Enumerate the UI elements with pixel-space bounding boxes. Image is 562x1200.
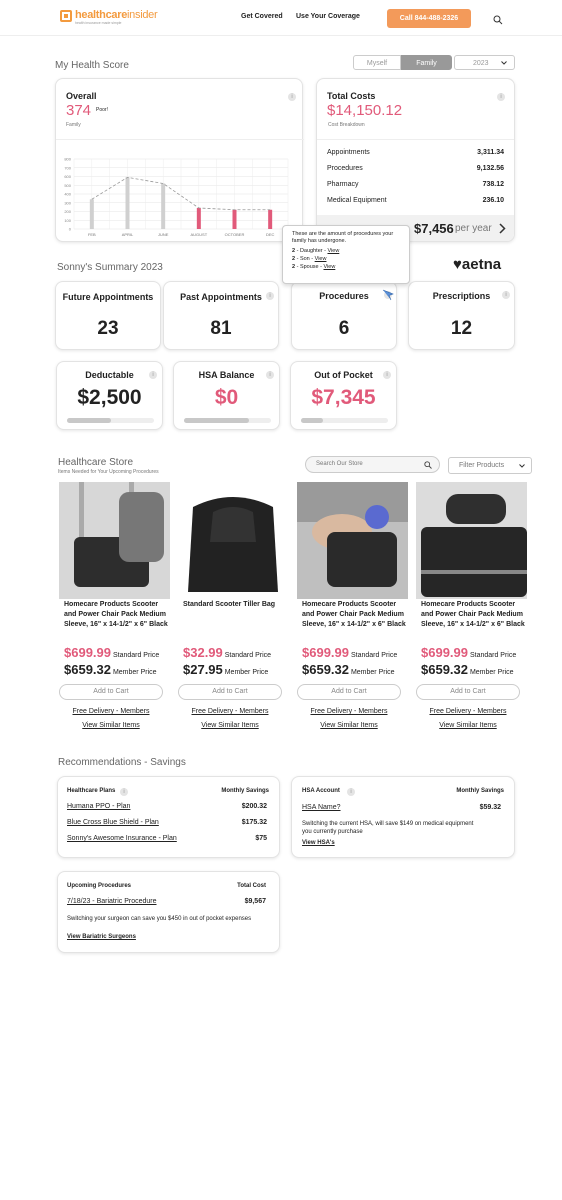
card-title: Procedures <box>319 291 369 301</box>
view-similar-link[interactable]: View Similar Items <box>439 722 497 729</box>
logo[interactable] <box>75 9 157 21</box>
card-value: 12 <box>450 318 473 339</box>
plan-link[interactable]: Blue Cross Blue Shield - Plan <box>67 819 159 826</box>
logo-icon[interactable] <box>60 10 72 22</box>
cost-value-pharmacy: 738.12 <box>482 181 504 188</box>
scooter-pack-image <box>59 482 170 599</box>
hsa-account-card <box>291 776 515 858</box>
product-name[interactable]: Homecare Products Scooter and Power Chair Pack Medium Sleeve, 16" x 14-1/2" x 6" Black <box>421 601 525 628</box>
view-hsas-link[interactable]: View HSA's <box>302 840 335 846</box>
deductable-card[interactable] <box>56 361 163 430</box>
plan-link[interactable]: Humana PPO - Plan <box>67 803 131 810</box>
product-name[interactable]: Homecare Products Scooter and Power Chair Pack Medium Sleeve, 16" x 14-1/2" x 6" Black <box>64 601 168 628</box>
health-score-chart <box>56 149 304 239</box>
member-price-label: Member Price <box>224 669 269 676</box>
card-title: Out of Pocket <box>314 370 373 380</box>
product-image[interactable] <box>59 482 170 599</box>
add-to-cart-button[interactable]: Add to Cart <box>297 684 401 700</box>
x-tick-label: OCTOBER <box>224 232 245 237</box>
plans-title: Healthcare Plans <box>67 788 116 794</box>
chart-bar <box>126 177 130 229</box>
standard-price: $699.99 <box>421 645 468 660</box>
progress-bar <box>301 418 388 423</box>
chevron-down-icon <box>519 464 525 468</box>
logo-text-accent: insider <box>127 9 158 21</box>
card-title: Past Appointments <box>180 292 262 302</box>
hsa-savings: $59.32 <box>479 804 501 811</box>
aetna-logo <box>453 256 501 273</box>
recommendations-title: Recommendations - Savings <box>58 757 186 768</box>
out-of-pocket-card[interactable] <box>290 361 397 430</box>
procedures-col-header: Total Cost <box>237 883 266 889</box>
add-to-cart-button[interactable]: Add to Cart <box>416 684 520 700</box>
procedures-card[interactable] <box>291 281 397 350</box>
card-value: $7,345 <box>311 386 376 409</box>
tooltip-view-link[interactable]: View <box>314 256 327 262</box>
chevron-right-icon <box>499 223 506 234</box>
search-placeholder: Search Our Store <box>316 461 363 467</box>
member-price-label: Member Price <box>469 669 514 676</box>
progress-fill <box>67 418 111 423</box>
yearly-cost: $7,456 <box>414 221 454 236</box>
standard-price: $699.99 <box>302 645 349 660</box>
product-image[interactable] <box>297 482 408 599</box>
search-icon[interactable] <box>493 15 503 25</box>
free-delivery-link[interactable]: Free Delivery - Members <box>72 708 150 715</box>
member-price: $27.95 <box>183 662 223 677</box>
cost-label-procedures: Procedures <box>327 165 363 172</box>
member-price-row <box>421 662 514 677</box>
filter-products-select[interactable] <box>448 457 532 474</box>
standard-price-row <box>302 645 397 660</box>
card-value: 6 <box>338 318 350 339</box>
y-tick-label: 400 <box>64 191 71 197</box>
standard-price-row <box>64 645 159 660</box>
overall-subtitle: Family <box>66 122 81 128</box>
heart-icon: ♥ <box>453 256 462 273</box>
card-value: $0 <box>214 386 239 409</box>
card-title: HSA Balance <box>198 370 255 380</box>
nav-use-coverage[interactable]: Use Your Coverage <box>296 13 360 20</box>
tooltip-label: - Spouse - <box>296 264 322 270</box>
product-name[interactable]: Standard Scooter Tiller Bag <box>183 601 276 608</box>
tooltip-view-link[interactable]: View <box>327 248 340 254</box>
x-tick-label: FEB <box>87 232 96 237</box>
hsa-col-header: Monthly Savings <box>456 788 504 794</box>
healthcare-plans-card <box>57 776 280 858</box>
view-similar-link[interactable]: View Similar Items <box>82 722 140 729</box>
view-similar-link[interactable]: View Similar Items <box>320 722 378 729</box>
y-tick-label: 700 <box>64 165 71 171</box>
view-surgeons-link[interactable]: View Bariatric Surgeons <box>67 934 136 940</box>
divider <box>56 139 304 140</box>
x-tick-label: APRIL <box>121 232 134 237</box>
info-icon[interactable]: i <box>497 93 505 101</box>
standard-price: $32.99 <box>183 645 223 660</box>
chart-bar <box>90 199 94 229</box>
cost-label-appointments: Appointments <box>327 149 370 156</box>
store-title: Healthcare Store <box>58 457 134 468</box>
y-tick-label: 300 <box>64 200 71 206</box>
member-price-label: Member Price <box>112 669 157 676</box>
y-tick-label: 800 <box>64 156 71 162</box>
hsa-note: Switching the current HSA, will save $149 on medical equipment you currently purchase <box>302 821 474 835</box>
y-tick-label: 200 <box>64 209 71 214</box>
scooter-pack-image <box>416 482 527 599</box>
card-value: $2,500 <box>77 386 142 409</box>
x-tick-label: AUGUST <box>190 232 208 237</box>
hsa-name-link[interactable]: HSA Name? <box>302 804 341 811</box>
member-price-row <box>183 662 268 677</box>
y-tick-label: 600 <box>64 174 71 179</box>
total-costs-amount: $14,150.12 <box>327 102 403 119</box>
chevron-down-icon <box>501 61 507 65</box>
tooltip-row <box>292 263 400 271</box>
info-icon[interactable]: i <box>288 93 296 101</box>
chart-bar <box>268 210 272 229</box>
toggle-myself[interactable]: Myself <box>353 55 401 70</box>
overall-score: 374 <box>66 102 92 119</box>
cost-value-procedures: 9,132.56 <box>476 165 504 172</box>
cost-label-medical-equipment: Medical Equipment <box>327 197 387 204</box>
tooltip-count: 2 <box>292 248 296 254</box>
tooltip-count: 2 <box>292 264 296 270</box>
info-icon[interactable]: i <box>266 371 274 379</box>
free-delivery-link[interactable]: Free Delivery - Members <box>429 708 507 715</box>
tooltip-label: - Son - <box>296 256 314 262</box>
call-button[interactable]: Call 844-488-2326 <box>387 9 471 28</box>
free-delivery-link[interactable]: Free Delivery - Members <box>191 708 269 715</box>
summary-title: Sonny's Summary 2023 <box>57 262 163 273</box>
standard-price-row <box>421 645 516 660</box>
card-value: 81 <box>210 318 232 339</box>
chart-bar <box>197 208 201 229</box>
standard-price: $699.99 <box>64 645 111 660</box>
overall-rating: Poor! <box>96 107 108 113</box>
add-to-cart-button[interactable]: Add to Cart <box>59 684 163 700</box>
procedure-link[interactable]: 7/18/23 - Bariatric Procedure <box>67 898 157 905</box>
y-tick-label: 0 <box>68 226 71 232</box>
x-tick-label: JUNE <box>157 232 169 237</box>
procedure-note: Switching your surgeon can save you $450 in out of pocket expenses <box>67 916 252 922</box>
logo-text-main: healthcare <box>75 9 128 21</box>
info-icon[interactable]: i <box>502 291 510 299</box>
member-price-row <box>64 662 157 677</box>
tooltip-text: These are the amount of procedures your family has undergone. <box>292 231 394 244</box>
procedures-title: Upcoming Procedures <box>67 883 132 889</box>
tooltip-count: 2 <box>292 256 296 262</box>
tiller-bag-image <box>178 482 289 599</box>
past-appointments-card[interactable] <box>163 281 279 350</box>
member-price: $659.32 <box>64 662 111 677</box>
standard-price-label: Standard Price <box>350 652 398 659</box>
tooltip-view-link[interactable]: View <box>323 264 336 270</box>
total-costs-card <box>316 78 515 242</box>
logo-tagline: health insurance made simple <box>75 21 122 25</box>
card-value: 23 <box>97 318 119 339</box>
cost-value-appointments: 3,311.34 <box>477 149 504 156</box>
cost-breakdown-label: Cost Breakdown <box>328 122 365 128</box>
hsa-balance-card[interactable] <box>173 361 280 430</box>
info-icon[interactable]: i <box>120 788 128 796</box>
tooltip-label: - Daughter - <box>296 248 326 254</box>
hsa-title: HSA Account <box>302 788 340 794</box>
y-tick-label: 500 <box>64 182 71 188</box>
tooltip-row <box>292 255 400 263</box>
procedures-tooltip <box>282 225 410 284</box>
cost-label-pharmacy: Pharmacy <box>327 181 359 188</box>
plan-savings: $75 <box>255 835 267 842</box>
plan-savings: $200.32 <box>241 803 267 810</box>
overall-score-card <box>55 78 303 242</box>
progress-bar <box>67 418 154 423</box>
procedure-cost: $9,567 <box>244 898 266 905</box>
plans-col-header: Monthly Savings <box>221 788 269 794</box>
upcoming-procedures-card <box>57 871 280 953</box>
progress-fill <box>301 418 323 423</box>
overall-title: Overall <box>66 91 97 101</box>
x-tick-label: DEC <box>265 232 275 237</box>
info-icon[interactable]: i <box>383 371 391 379</box>
product-image[interactable] <box>416 482 527 599</box>
info-icon[interactable]: i <box>149 371 157 379</box>
year-select[interactable] <box>454 55 515 70</box>
card-title: Deductable <box>85 370 134 380</box>
progress-fill <box>184 418 249 423</box>
progress-bar <box>184 418 271 423</box>
filter-label: Filter Products <box>459 462 505 469</box>
chart-bar <box>233 210 237 229</box>
scooter-pack-image <box>297 482 408 599</box>
standard-price-row <box>183 645 271 660</box>
standard-price-label: Standard Price <box>112 652 160 659</box>
view-similar-link[interactable]: View Similar Items <box>201 722 259 729</box>
toggle-family[interactable]: Family <box>401 55 452 70</box>
member-price-row <box>302 662 395 677</box>
add-to-cart-button[interactable]: Add to Cart <box>178 684 282 700</box>
cursor-pointer-icon <box>382 289 396 301</box>
brand-name: aetna <box>461 256 502 273</box>
card-title: Prescriptions <box>432 291 491 301</box>
chart-bar <box>161 184 165 230</box>
yearly-cost-suffix: per year <box>455 223 492 234</box>
standard-price-label: Standard Price <box>469 652 517 659</box>
y-tick-label: 100 <box>64 217 71 223</box>
plan-link[interactable]: Sonny's Awesome Insurance - Plan <box>67 835 177 842</box>
member-price: $659.32 <box>302 662 349 677</box>
standard-price-label: Standard Price <box>224 652 272 659</box>
member-price-label: Member Price <box>350 669 395 676</box>
total-costs-title: Total Costs <box>327 91 376 101</box>
store-search-input[interactable] <box>305 456 440 473</box>
top-header <box>0 0 562 36</box>
prescriptions-card[interactable] <box>408 281 515 350</box>
cost-value-medical-equipment: 236.10 <box>482 197 504 204</box>
product-image[interactable] <box>178 482 289 599</box>
future-appointments-card[interactable] <box>55 281 161 350</box>
tooltip-row <box>292 247 400 255</box>
nav-get-covered[interactable]: Get Covered <box>241 13 283 20</box>
free-delivery-link[interactable]: Free Delivery - Members <box>310 708 388 715</box>
info-icon[interactable]: i <box>266 292 274 300</box>
card-title: Future Appointments <box>62 292 154 302</box>
health-score-title: My Health Score <box>55 60 129 71</box>
plan-savings: $175.32 <box>241 819 267 826</box>
product-name[interactable]: Homecare Products Scooter and Power Chair Pack Medium Sleeve, 16" x 14-1/2" x 6" Black <box>302 601 406 628</box>
member-price: $659.32 <box>421 662 468 677</box>
info-icon[interactable]: i <box>347 788 355 796</box>
search-icon[interactable] <box>424 461 432 469</box>
year-value: 2023 <box>473 60 489 67</box>
divider <box>317 139 515 140</box>
store-subtitle: Items Needed for Your Upcoming Procedures <box>58 469 159 475</box>
